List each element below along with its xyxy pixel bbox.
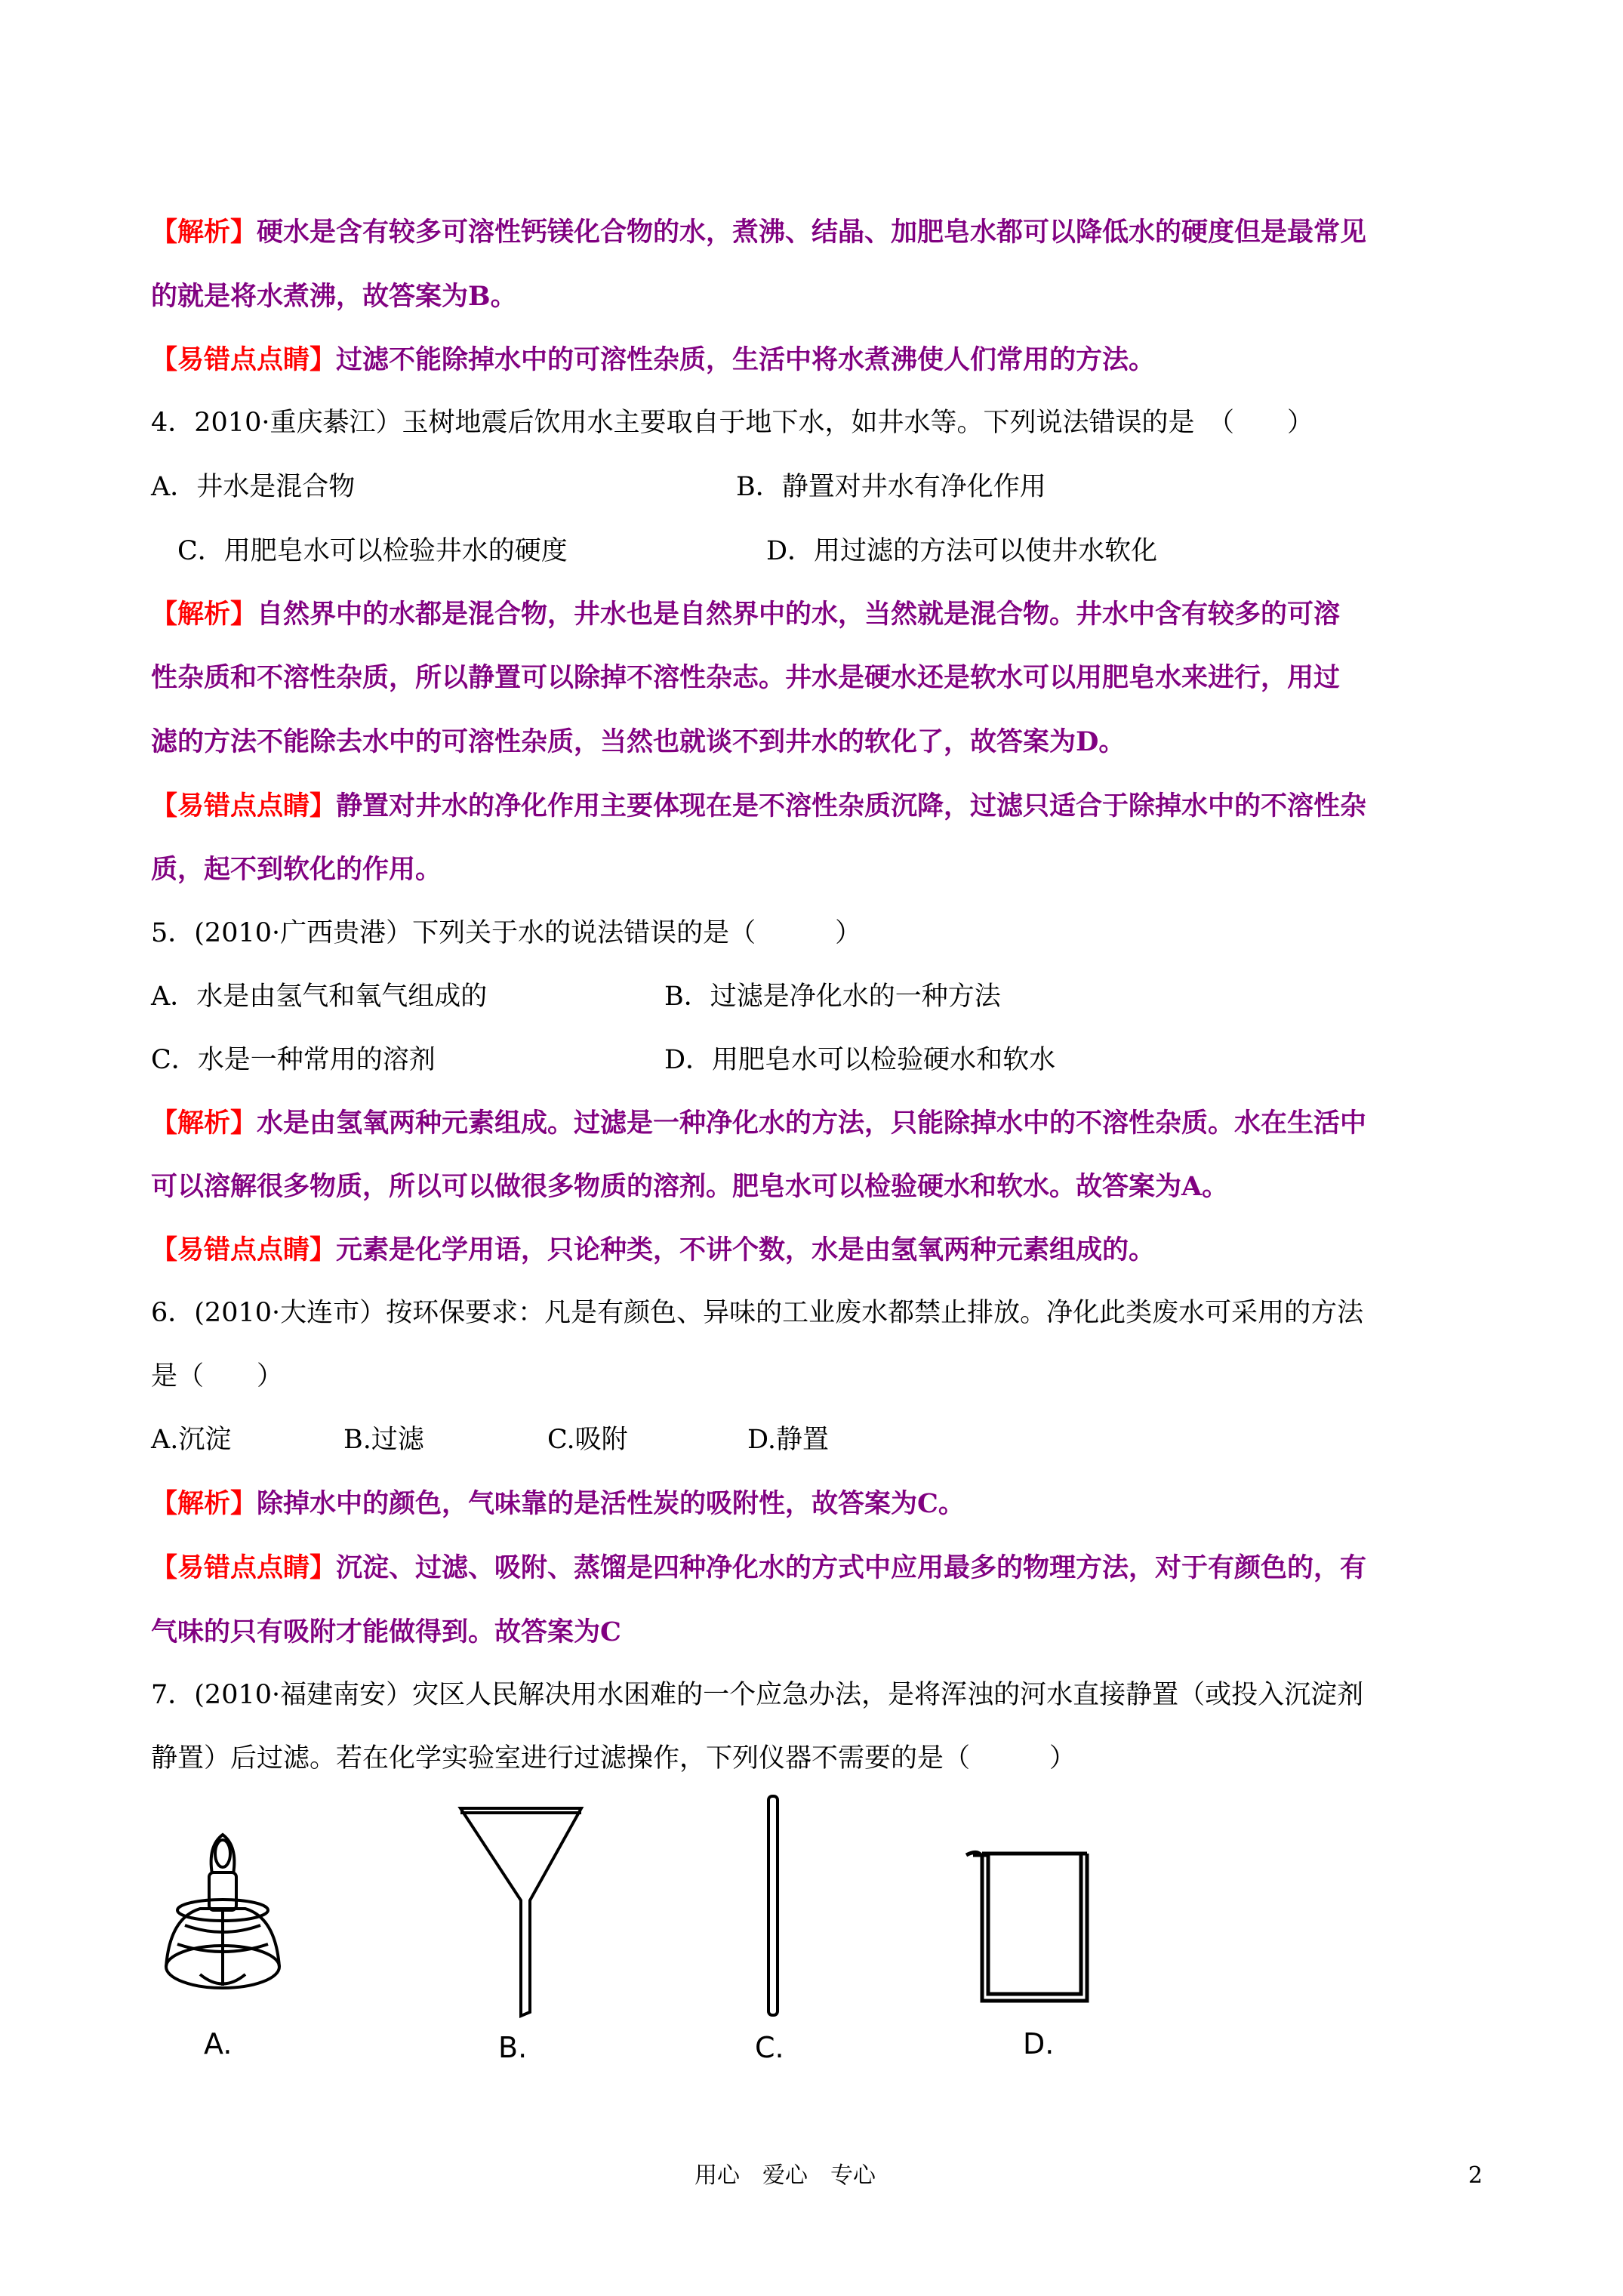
q5-option-b: B．过滤是净化水的一种方法 — [664, 982, 1001, 1012]
q5-tip-tag: 【易错点点睛】 — [151, 1234, 337, 1265]
q5-option-c: C．水是一种常用的溶剂 — [151, 1045, 436, 1075]
page-number: 2 — [1468, 2162, 1483, 2189]
q4-analysis-line-2: 性杂质和不溶性杂质，所以静置可以除掉不溶性杂志。井水是硬水还是软水可以用肥皂水来进行，用过 — [151, 662, 1341, 693]
funnel-icon — [453, 1801, 589, 2020]
q6-tip-line-1 — [151, 1552, 1366, 1585]
q7-label-a: A. — [204, 2027, 233, 2060]
q5-tip-line-1 — [151, 1234, 1155, 1267]
beaker-icon — [962, 1846, 1106, 2012]
q6-option-c: C.吸附 — [547, 1425, 628, 1455]
q6-tip-tag: 【易错点点睛】 — [151, 1552, 337, 1583]
q4-tip-tag: 【易错点点睛】 — [151, 791, 337, 821]
q3-analysis-line-1 — [151, 216, 1366, 249]
q5-analysis-text-1: 水是由氢氧两种元素组成。过滤是一种净化水的方法，只能除掉水中的不溶性杂质。水在生活中 — [257, 1108, 1367, 1139]
q3-analysis-tag: 【解析】 — [151, 217, 257, 248]
q5-stem: 5．(2010·广西贵港）下列关于水的说法错误的是（ ） — [151, 918, 862, 948]
q4-stem: 4．2010·重庆綦江）玉树地震后饮用水主要取自于地下水，如井水等。下列说法错误的是 （ ） — [151, 408, 1313, 438]
q4-option-a: A．井水是混合物 — [151, 472, 356, 502]
q6-stem-line-1: 6．(2010·大连市）按环保要求：凡是有颜色、异味的工业废水都禁止排放。净化此类废水可采用的方法 — [151, 1298, 1364, 1328]
q3-analysis-text-1: 硬水是含有较多可溶性钙镁化合物的水，煮沸、结晶、加肥皂水都可以降低水的硬度但是最常见 — [257, 217, 1367, 248]
q6-option-a: A.沉淀 — [151, 1425, 232, 1455]
q7-label-b: B. — [498, 2031, 528, 2064]
q4-analysis-line-1 — [151, 598, 1340, 631]
q7-label-c: C. — [755, 2031, 784, 2064]
q4-analysis-tag: 【解析】 — [151, 599, 257, 630]
q4-option-d: D．用过滤的方法可以使井水软化 — [766, 536, 1158, 566]
glass-rod-icon — [762, 1793, 785, 2020]
q3-tip-line-1 — [151, 344, 1155, 377]
q3-analysis-line-2: 的就是将水煮沸，故答案为B。 — [151, 281, 517, 312]
alcohol-lamp-icon — [155, 1812, 291, 2008]
q6-analysis-line-1 — [151, 1487, 965, 1521]
q4-tip-text-1: 静置对井水的净化作用主要体现在是不溶性杂质沉降，过滤只适合于除掉水中的不溶性杂 — [336, 791, 1367, 821]
q3-tip-tag: 【易错点点睛】 — [151, 344, 337, 375]
q5-analysis-line-1 — [151, 1107, 1366, 1140]
q6-option-b: B.过滤 — [343, 1425, 424, 1455]
q7-label-d: D. — [1023, 2027, 1055, 2060]
q7-stem-line-1: 7．(2010·福建南安）灾区人民解决用水困难的一个应急办法，是将浑浊的河水直接静置（或投入沉淀剂 — [151, 1680, 1364, 1710]
q4-tip-line-2: 质，起不到软化的作用。 — [151, 854, 442, 885]
footer-motto: 用心 爱心 专心 — [694, 2162, 876, 2189]
q3-tip-text-1: 过滤不能除掉水中的可溶性杂质，生活中将水煮沸使人们常用的方法。 — [336, 344, 1156, 375]
q6-analysis-tag: 【解析】 — [151, 1488, 257, 1519]
q5-analysis-tag: 【解析】 — [151, 1108, 257, 1139]
q4-tip-line-1 — [151, 790, 1366, 823]
q6-analysis-text-1: 除掉水中的颜色，气味靠的是活性炭的吸附性，故答案为C。 — [257, 1488, 965, 1519]
q6-stem-line-2: 是（ ） — [151, 1361, 284, 1391]
q5-option-a: A．水是由氢气和氧气组成的 — [151, 982, 488, 1012]
q4-option-b: B．静置对井水有净化作用 — [736, 472, 1046, 502]
q6-tip-text-1: 沉淀、过滤、吸附、蒸馏是四种净化水的方式中应用最多的物理方法，对于有颜色的，有 — [336, 1552, 1367, 1583]
q5-tip-text-1: 元素是化学用语，只论种类，不讲个数，水是由氢氧两种元素组成的。 — [336, 1234, 1156, 1265]
q4-analysis-text-1: 自然界中的水都是混合物，井水也是自然界中的水，当然就是混合物。井水中含有较多的可溶 — [257, 599, 1341, 630]
q5-analysis-line-2: 可以溶解很多物质，所以可以做很多物质的溶剂。肥皂水可以检验硬水和软水。故答案为A。 — [151, 1171, 1229, 1202]
q6-tip-line-2: 气味的只有吸附才能做得到。故答案为C — [151, 1616, 621, 1647]
q7-stem-line-2: 静置）后过滤。若在化学实验室进行过滤操作，下列仪器不需要的是（ ） — [151, 1743, 1076, 1774]
q4-analysis-line-3: 滤的方法不能除去水中的可溶性杂质，当然也就谈不到井水的软化了，故答案为D。 — [151, 726, 1126, 757]
q4-option-c: C．用肥皂水可以检验井水的硬度 — [177, 536, 568, 566]
q5-option-d: D．用肥皂水可以检验硬水和软水 — [664, 1045, 1056, 1075]
q6-option-d: D.静置 — [747, 1425, 829, 1455]
